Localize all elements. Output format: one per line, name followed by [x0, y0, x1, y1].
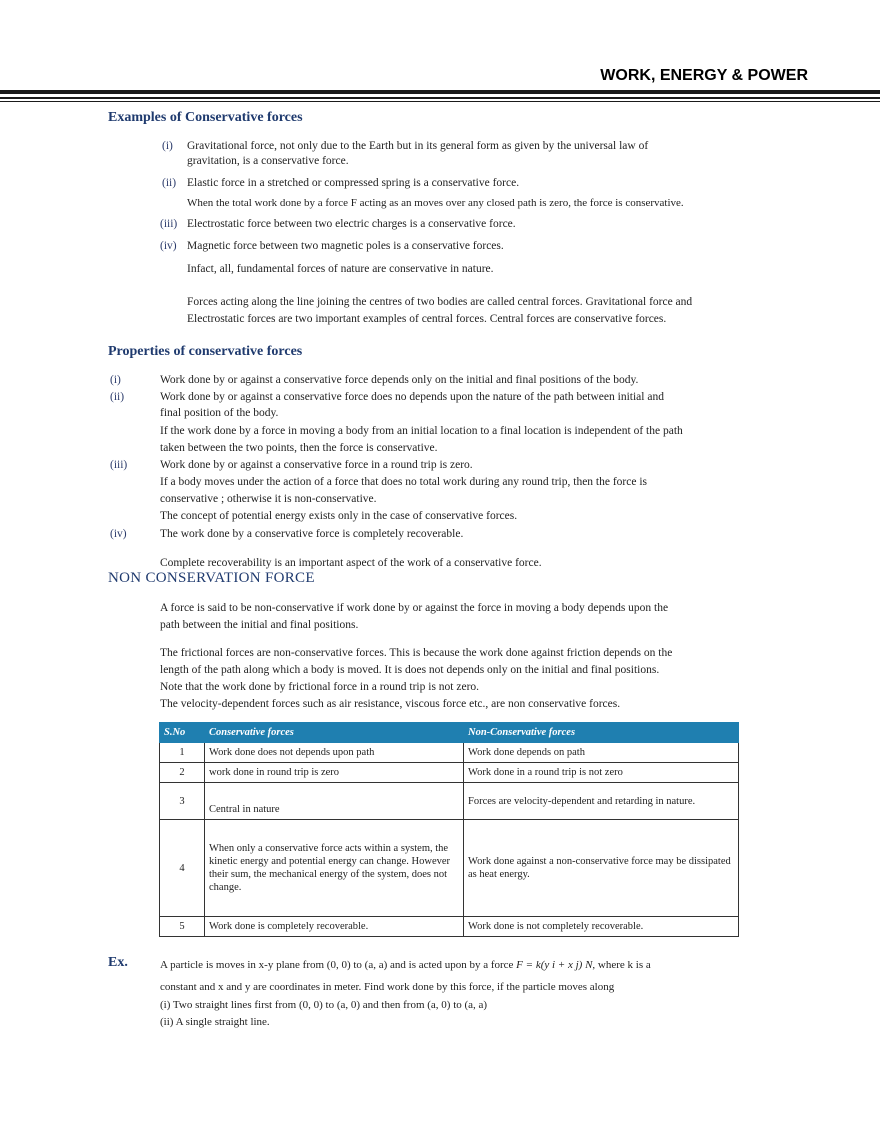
example-item-4-num: (iv)	[160, 240, 177, 252]
nonconservative-para-2-line-2: length of the path along which a body is moved. It is does not depends only on the initial and final positions.	[160, 664, 660, 676]
property-3-text: Work done by or against a conservative force in a round trip is zero.	[160, 459, 473, 471]
fundamental-forces-note: Infact, all, fundamental forces of nature are conservative in nature.	[187, 263, 494, 275]
table-header-sno: S.No	[160, 723, 205, 743]
header-rule-thin	[0, 101, 880, 102]
table-cell-conservative: Work done does not depends upon path	[205, 743, 464, 763]
property-3-text-line4: The concept of potential energy exists only in the case of conservative forces.	[160, 510, 518, 522]
example-item-2-text: Elastic force in a stretched or compressed spring is a conservative force.	[187, 177, 520, 189]
table-cell-nonconservative: Forces are velocity-dependent and retarding in nature.	[464, 783, 739, 820]
example-item-1-text-cont: gravitation, is a conservative force.	[187, 155, 349, 167]
table-cell-conservative: When only a conservative force acts within a system, the kinetic energy and potential energy can change. However their sum, the mechanical energy of the system, does not change.	[205, 820, 464, 917]
nonconservative-para-1-line-1: A force is said to be non-conservative if work done by or against the force in moving a body depends upon the	[160, 602, 669, 614]
property-2-text-cont: final position of the body.	[160, 407, 279, 419]
property-1-text: Work done by or against a conservative force depends only on the initial and final positions of the body.	[160, 374, 639, 386]
table-header-conservative: Conservative forces	[205, 723, 464, 743]
table-header-row	[160, 723, 739, 743]
table-cell-sno: 1	[160, 743, 205, 763]
example-item-1-num: (i)	[162, 140, 173, 152]
table-row	[160, 763, 739, 783]
table-cell-sno: 3	[160, 783, 205, 820]
nonconservative-para-2-line-4: The velocity-dependent forces such as air resistance, viscous force etc., are non conservative forces.	[160, 698, 621, 710]
table-cell-nonconservative: Work done is not completely recoverable.	[464, 917, 739, 937]
nonconservative-para-2-line-1: The frictional forces are non-conservative forces. This is because the work done against friction depends on the	[160, 647, 673, 659]
table-cell-sno: 4	[160, 820, 205, 917]
comparison-table	[159, 722, 739, 937]
table-row	[160, 917, 739, 937]
table-cell-nonconservative: Work done against a non-conservative force may be dissipated as heat energy.	[464, 820, 739, 917]
header-rule-mid	[0, 97, 880, 99]
table-row	[160, 820, 739, 917]
property-1-num: (i)	[110, 374, 121, 386]
force-expression: F = k(y i + x j) N	[516, 959, 593, 971]
example-label: Ex.	[108, 955, 128, 970]
example-item-1-text: Gravitational force, not only due to the Earth but in its general form as given by the universal law of	[187, 140, 649, 152]
example-item-4-text: Magnetic force between two magnetic poles is a conservative forces.	[187, 240, 504, 252]
property-3-text-line2: If a body moves under the action of a force that does no total work during any round trip, then the force is	[160, 476, 648, 488]
property-3-num: (iii)	[110, 459, 128, 471]
header-rule-thick	[0, 90, 880, 94]
table-row	[160, 743, 739, 763]
table-cell-conservative: Central in nature	[205, 783, 464, 820]
examples-heading: Examples of Conservative forces	[108, 110, 303, 125]
nonconservative-heading: NON CONSERVATION FORCE	[108, 570, 315, 586]
property-3-text-line3: conservative ; otherwise it is non-conservative.	[160, 493, 377, 505]
properties-heading: Properties of conservative forces	[108, 344, 303, 359]
table-cell-nonconservative: Work done in a round trip is not zero	[464, 763, 739, 783]
table-cell-conservative: work done in round trip is zero	[205, 763, 464, 783]
property-4-num: (iv)	[110, 528, 127, 540]
central-forces-line-1: Forces acting along the line joining the centres of two bodies are called central forces. Gravitational force and	[187, 296, 693, 308]
nonconservative-para-2-line-3: Note that the work done by frictional force in a round trip is not zero.	[160, 681, 480, 693]
property-2-text-line4: taken between the two points, then the force is conservative.	[160, 442, 438, 454]
property-4-text: The work done by a conservative force is completely recoverable.	[160, 528, 464, 540]
example-part-2: (ii) A single straight line.	[160, 1016, 270, 1028]
closed-path-note: When the total work done by a force F acting as an moves over any closed path is zero, the force is conservative.	[187, 197, 684, 209]
table-row	[160, 783, 739, 820]
example-item-3-text: Electrostatic force between two electric charges is a conservative force.	[187, 218, 516, 230]
recoverability-note: Complete recoverability is an important aspect of the work of a conservative force.	[160, 557, 542, 569]
nonconservative-para-1-line-2: path between the initial and final positions.	[160, 619, 359, 631]
example-question-line-2: constant and x and y are coordinates in meter. Find work done by this force, if the particle moves along	[160, 981, 615, 993]
example-question-start: A particle is moves in x-y plane from (0, 0) to (a, a) and is acted upon by a force	[160, 959, 514, 971]
table-cell-sno: 2	[160, 763, 205, 783]
table-cell-nonconservative: Work done depends on path	[464, 743, 739, 763]
central-forces-line-2: Electrostatic forces are two important examples of central forces. Central forces are conservative forces.	[187, 313, 667, 325]
example-question-line-1	[160, 957, 651, 973]
example-item-2-num: (ii)	[162, 177, 177, 189]
example-item-3-num: (iii)	[160, 218, 178, 230]
example-part-1: (i) Two straight lines first from (0, 0) to (a, 0) and then from (a, 0) to (a, a)	[160, 999, 488, 1011]
page-header-title: WORK, ENERGY & POWER	[600, 67, 808, 84]
property-2-text: Work done by or against a conservative force does no depends upon the nature of the path between initial and	[160, 391, 664, 403]
property-2-num: (ii)	[110, 391, 125, 403]
property-2-text-line3: If the work done by a force in moving a body from an initial location to a final location is independent of the path	[160, 425, 683, 437]
table-header-nonconservative: Non-Conservative forces	[464, 723, 739, 743]
table-cell-conservative: Work done is completely recoverable.	[205, 917, 464, 937]
example-question-end: , where k is a	[592, 959, 651, 971]
table-cell-sno: 5	[160, 917, 205, 937]
